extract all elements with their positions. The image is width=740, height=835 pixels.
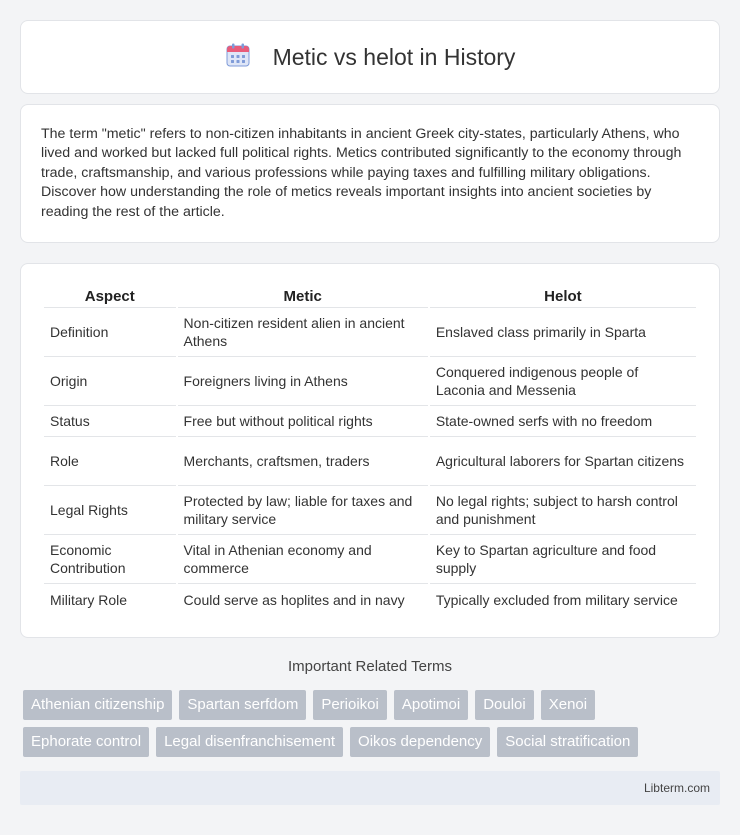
tag-athenian-citizenship[interactable]: Athenian citizenship xyxy=(23,690,172,720)
table-header-row xyxy=(44,286,696,308)
cell-aspect: Role xyxy=(44,437,176,486)
tag-legal-disenfranchisement[interactable]: Legal disenfranchisement xyxy=(156,727,343,757)
header-aspect: Aspect xyxy=(44,286,176,308)
table-row xyxy=(44,308,696,357)
title-wrap xyxy=(225,42,516,73)
cell-helot: Agricultural laborers for Spartan citizens xyxy=(430,437,696,486)
header-metic: Metic xyxy=(178,286,428,308)
table-row xyxy=(44,535,696,584)
cell-metic: Merchants, craftsmen, traders xyxy=(178,437,428,486)
comparison-table xyxy=(42,286,698,615)
intro-text: The term "metic" refers to non-citizen inhabitants in ancient Greek city-states, particularly Athens, who lived and worked but lacked full political rights. Metics contributed significantly to the economy through trade, craftsmanship, and various professions while paying taxes and fulfilling military obligations. Discover how understanding the role of metics reveals important insights into ancient societies by reading the rest of the article. xyxy=(41,126,682,220)
cell-helot: No legal rights; subject to harsh control and punishment xyxy=(430,486,696,535)
cell-aspect: Military Role xyxy=(50,591,128,608)
page-title: Metic vs helot in History xyxy=(272,43,516,70)
tag-apotimoi[interactable]: Apotimoi xyxy=(394,690,468,720)
footer-brand-link[interactable]: Libterm.com xyxy=(643,781,710,795)
footer xyxy=(20,771,720,805)
cell-helot: Key to Spartan agriculture and food supply xyxy=(430,535,696,584)
cell-metic: Foreigners living in Athens xyxy=(178,357,428,406)
cell-metic: Non-citizen resident alien in ancient Athens xyxy=(178,308,428,357)
cell-helot: Typically excluded from military service xyxy=(435,591,678,608)
cell-helot: State-owned serfs with no freedom xyxy=(430,406,696,437)
cell-metic: Could serve as hoplites and in navy xyxy=(183,591,405,608)
related-terms-list xyxy=(23,690,723,757)
table-row xyxy=(44,357,696,406)
cell-metic: Vital in Athenian economy and commerce xyxy=(178,535,428,584)
cell-metic: Protected by law; liable for taxes and military service xyxy=(178,486,428,535)
cell-aspect: Legal Rights xyxy=(44,486,176,535)
table-row xyxy=(44,584,696,615)
cell-helot: Conquered indigenous people of Laconia and Messenia xyxy=(430,357,696,406)
tag-xenoi[interactable]: Xenoi xyxy=(541,690,595,720)
cell-aspect: Economic Contribution xyxy=(44,535,176,584)
table-row xyxy=(44,437,696,486)
tag-spartan-serfdom[interactable]: Spartan serfdom xyxy=(179,690,306,720)
table-row xyxy=(44,486,696,535)
tag-douloi[interactable]: Douloi xyxy=(475,690,534,720)
intro-card xyxy=(20,104,720,243)
header-helot: Helot xyxy=(430,286,696,308)
table-row xyxy=(44,406,696,437)
header-card xyxy=(20,20,720,94)
cell-aspect: Status xyxy=(44,406,176,437)
tag-oikos-dependency[interactable]: Oikos dependency xyxy=(350,727,490,757)
tag-ephorate-control[interactable]: Ephorate control xyxy=(23,727,149,757)
tag-perioikoi[interactable]: Perioikoi xyxy=(313,690,387,720)
comparison-table-card xyxy=(20,263,720,638)
cell-aspect: Origin xyxy=(44,357,176,406)
calendar-icon xyxy=(225,42,251,73)
related-terms-title: Important Related Terms xyxy=(288,658,452,675)
cell-helot: Enslaved class primarily in Sparta xyxy=(430,308,696,357)
cell-aspect: Definition xyxy=(44,308,176,357)
cell-metic: Free but without political rights xyxy=(178,406,428,437)
tag-social-stratification[interactable]: Social stratification xyxy=(497,727,638,757)
